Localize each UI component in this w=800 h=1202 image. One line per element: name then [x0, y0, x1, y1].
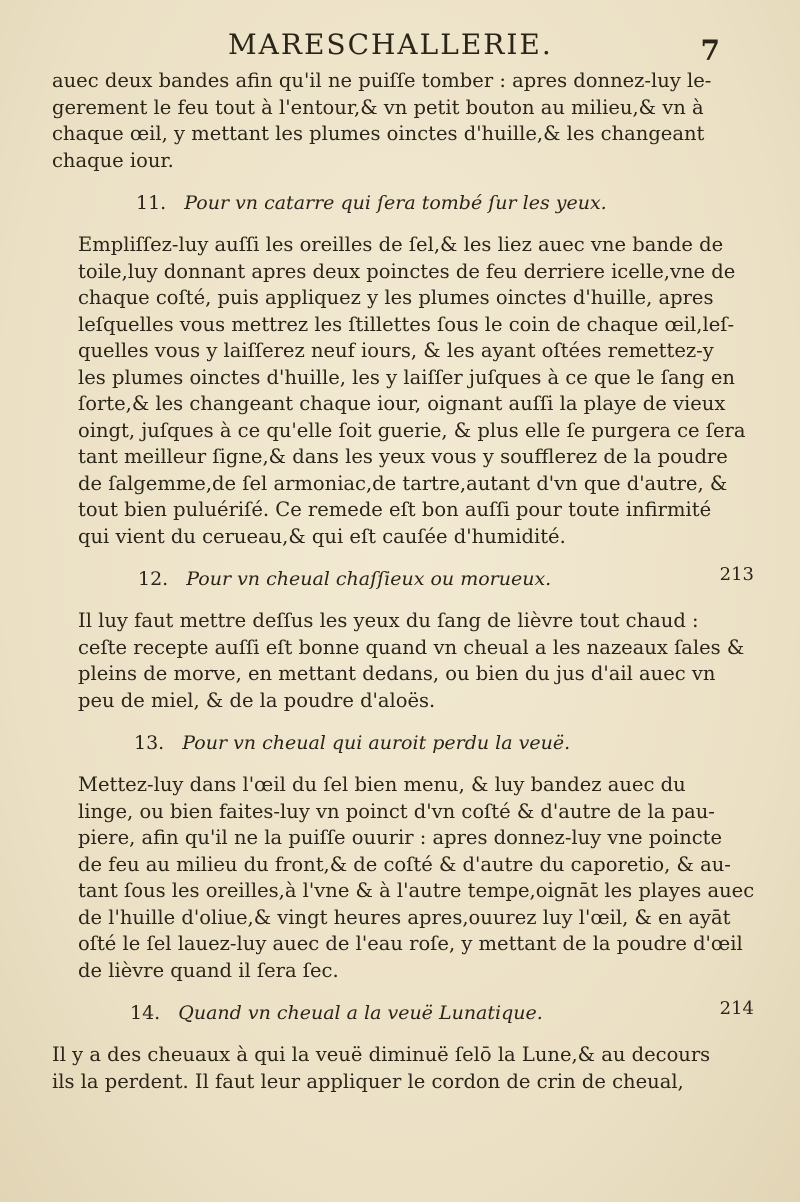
text-line: oingt, juſques à ce qu'elle ſoit guerie, & plus elle ſe purgera ce ſera [78, 418, 746, 442]
text-line: gerement le feu tout à l'entour,& vn petit bouton au milieu,& vn à [52, 95, 704, 119]
paragraph-12 [52, 608, 780, 714]
paragraph-14 [52, 1042, 780, 1095]
text-line: quelles vous y laiſſerez neuf iours, & les ayant oſtées remettez-y [78, 339, 714, 362]
section-heading-13 [52, 732, 780, 756]
text-line: pleins de morve, en mettant dedans, ou bien du jus d'ail auec vn [78, 662, 716, 685]
text-line: tout bien puluériſé. Ce remede eſt bon auſſi pour toute infirmité [78, 498, 712, 521]
text-line: Il luy faut mettre deſſus les yeux du ſang de lièvre tout chaud : [78, 609, 699, 632]
page-header [52, 28, 780, 68]
text-line: leſquelles vous mettrez les ſtillettes ſous le coin de chaque œil,leſ- [78, 312, 735, 336]
text-line: chaque iour. [52, 148, 174, 172]
text-line: de feu au milieu du front,& de coſté & d'autre du caporetio, & au- [78, 852, 731, 876]
text-line: Mettez-luy dans l'œil du ſel bien menu, & luy bandez auec du [78, 773, 686, 796]
section-title: Quand vn cheual a la veuë Lunatique. [178, 1002, 543, 1024]
text-line: les plumes oinctes d'huille, les y laiſſer juſques à ce que le ſang en [78, 365, 735, 389]
section-number: 12. [138, 568, 169, 590]
text-line: ſorte,& les changeant chaque iour, oignant auſſi la playe de vieux [78, 392, 726, 415]
page-number: 7 [700, 34, 720, 67]
paragraph-continued [52, 68, 780, 174]
text-line: de ſalgemme,de ſel armoniac,de tartre,autant d'vn que d'autre, & [78, 471, 728, 495]
text-line: peu de miel, & de la poudre d'aloës. [78, 688, 436, 712]
text-line: chaque coſté, puis appliquez y les plumes oinctes d'huille, apres [78, 286, 714, 309]
section-heading-14 [52, 998, 780, 1026]
paragraph-11 [52, 232, 780, 550]
text-line: toile,luy donnant apres deux poinctes de feu derriere icelle,vne de [78, 259, 736, 283]
section-number: 14. [130, 1002, 161, 1024]
text-line: de l'huille d'oliue,& vingt heures apres,ouurez luy l'œil, & en ayāt [78, 905, 731, 929]
margin-number: 213 [719, 564, 754, 585]
running-title: MARESCHALLERIE. [228, 28, 553, 61]
text-line: chaque œil, y mettant les plumes oinctes d'huille,& les changeant [52, 122, 705, 145]
section-title: Pour vn catarre qui ſera tombé ſur les yeux. [184, 192, 607, 214]
text-line: Empliſſez-luy auſſi les oreilles de ſel,& les liez auec vne bande de [78, 233, 724, 256]
text-line: qui vient du cerueau,& qui eſt cauſée d'humidité. [78, 524, 566, 548]
section-heading-11 [52, 192, 780, 216]
text-line: tant ſous les oreilles,à l'vne & à l'autre tempe,oignāt les playes auec [78, 879, 755, 902]
paragraph-13 [52, 772, 780, 984]
text-line: de lièvre quand il ſera ſec. [78, 958, 339, 982]
text-line: ceſte recepte auſſi eſt bonne quand vn cheual a les nazeaux ſales & [78, 635, 745, 659]
margin-number: 214 [719, 998, 754, 1019]
section-title: Pour vn cheual chaſſieux ou morueux. [186, 568, 552, 590]
section-number: 11. [136, 192, 167, 214]
text-line: auec deux bandes afin qu'il ne puiſſe tomber : apres donnez-luy le- [52, 69, 712, 92]
text-line: Il y a des cheuaux à qui la veuë diminuë ſelō la Lune,& au decours [52, 1043, 711, 1066]
section-number: 13. [134, 732, 165, 754]
section-title: Pour vn cheual qui auroit perdu la veuë. [182, 732, 571, 754]
text-line: piere, afin qu'il ne la puiſſe ouurir : apres donnez-luy vne poincte [78, 826, 723, 849]
text-line: ils la perdent. Il faut leur appliquer le cordon de crin de cheual, [52, 1069, 684, 1093]
section-heading-12 [52, 564, 780, 592]
text-line: oſté le ſel lauez-luy auec de l'eau roſe, y mettant de la poudre d'œil [78, 932, 743, 955]
text-line: linge, ou bien faites-luy vn poinct d'vn coſté & d'autre de la pau- [78, 799, 715, 823]
text-line: tant meilleur ſigne,& dans les yeux vous y soufflerez de la poudre [78, 445, 728, 468]
